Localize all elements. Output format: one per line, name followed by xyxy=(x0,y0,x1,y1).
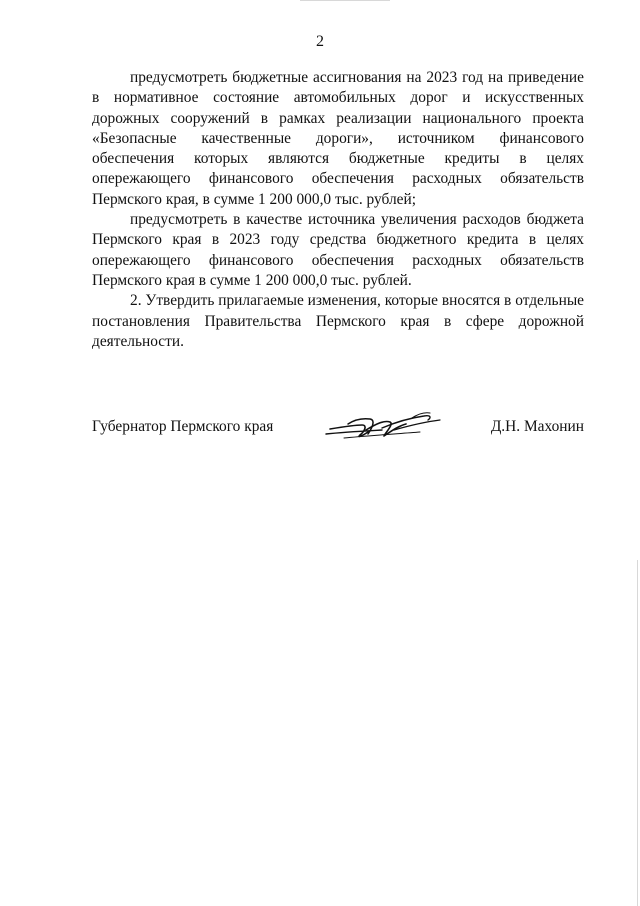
paragraph-budget-allocations: предусмотреть бюджетные ассигнования на 2023 год на приведение в нормативное состояние автомобильных дорог и искусственных дорожных сооружений в рамках реализации национального проекта «Безопасные качественные дороги», источником финансового обеспечения которых являются бюджетные кредиты в целях опережающего финансового обеспечения расходных обязательств Пермского края, в сумме 1 200 000,0 тыс. рублей; xyxy=(92,69,584,208)
signature-block xyxy=(92,408,584,448)
paragraph-expense-source: предусмотреть в качестве источника увеличения расходов бюджета Пермского края в 2023 году средства бюджетного кредита в целях опережающего финансового обеспечения расходных обязательств Пермского края в сумме 1 200 000,0 тыс. рублей. xyxy=(92,211,584,289)
scan-edge-top xyxy=(300,0,390,1)
paragraph-approve-changes: 2. Утвердить прилагаемые изменения, которые вносятся в отдельные постановления Правительства Пермского края в сфере дорожной деятельности. xyxy=(92,292,584,350)
handwritten-signature xyxy=(324,408,444,444)
signatory-title: Губернатор Пермского края xyxy=(92,418,274,435)
scan-edge-right xyxy=(637,560,638,906)
document-body xyxy=(92,68,584,352)
page-number: 2 xyxy=(316,33,324,50)
signatory-name: Д.Н. Махонин xyxy=(490,418,584,435)
